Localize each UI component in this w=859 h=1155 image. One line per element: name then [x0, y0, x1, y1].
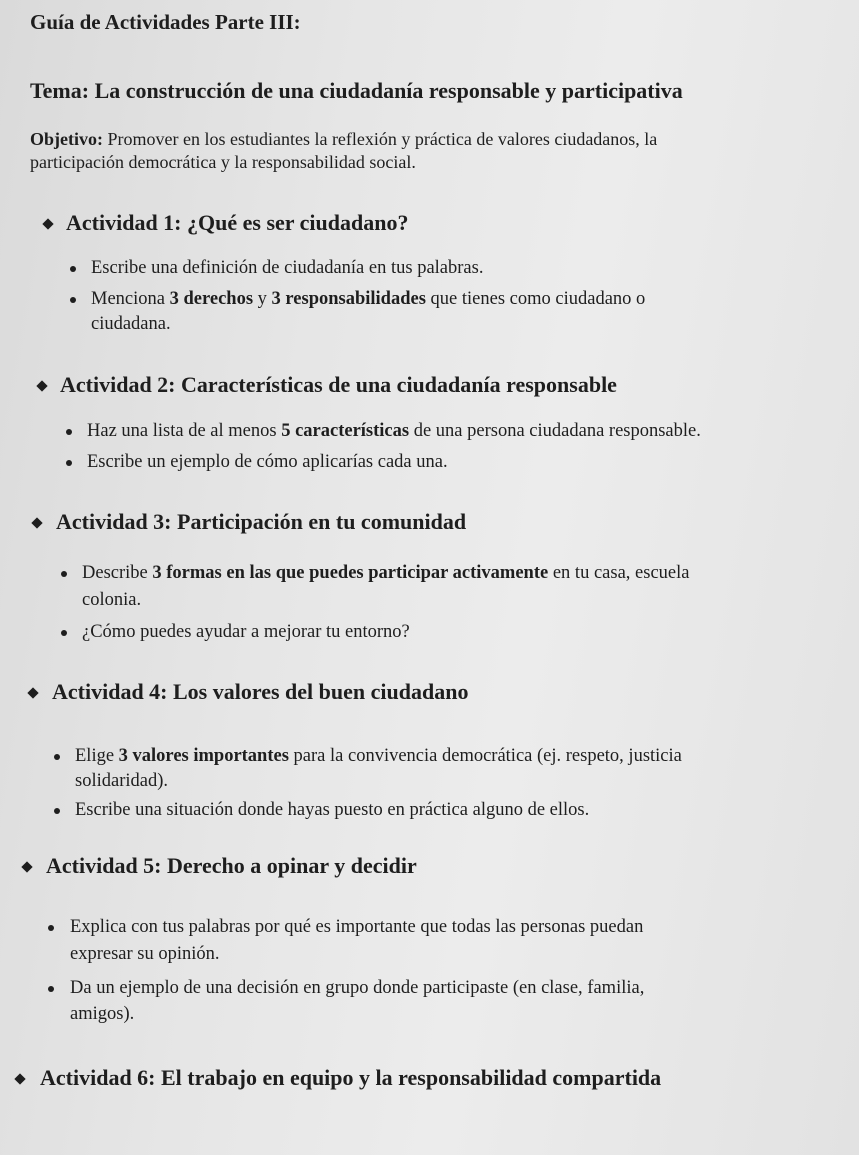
bullet-dot-icon: [66, 429, 72, 435]
item-text: expresar su opinión.: [70, 944, 220, 964]
item-text: Escribe una situación donde hayas puesto en práctica alguno de ellos.: [75, 800, 590, 820]
topic-heading: Tema: La construcción de una ciudadanía responsable y participativa: [30, 78, 683, 103]
diamond-bullet-icon: [27, 687, 38, 698]
activity-4-item-1-line-1: [75, 744, 682, 769]
activity-5-title: Actividad 5: Derecho a opinar y decidir: [46, 853, 417, 878]
activity-4-item-1-line-2: [75, 769, 168, 794]
item-text: solidaridad).: [75, 771, 168, 791]
bullet-dot-icon: [70, 266, 76, 272]
item-text: Haz una lista de al menos: [87, 421, 282, 441]
objective-text-line-1: Promover en los estudiantes la reflexión y práctica de valores ciudadanos, la: [107, 129, 658, 149]
activity-3-title: Actividad 3: Participación en tu comunidad: [56, 509, 467, 534]
bold-text: 3 derechos: [169, 289, 254, 309]
diamond-bullet-icon: [14, 1073, 25, 1084]
activity-3-item-2-line-1: [82, 620, 410, 645]
activity-4-title: Actividad 4: Los valores del buen ciudadano: [52, 679, 469, 704]
bold-text: 3 formas en las que puedes participar activamente: [152, 563, 549, 583]
item-text: de una persona ciudadana responsable.: [409, 421, 701, 441]
item-text: Da un ejemplo de una decisión en grupo donde participaste (en clase, familia,: [70, 978, 645, 998]
objective-label: Objetivo:: [30, 129, 103, 149]
item-text: Elige: [75, 746, 119, 766]
bullet-dot-icon: [54, 754, 60, 760]
bold-text: 3 valores importantes: [118, 746, 289, 766]
item-text: para la convivencia democrática (ej. respeto, justicia: [288, 746, 682, 766]
activity-1-item-2-line-2: [91, 312, 171, 337]
activity-5-item-1-line-2: [70, 942, 220, 967]
diamond-bullet-icon: [36, 380, 47, 391]
diamond-bullet-icon: [21, 861, 32, 872]
activity-6-title: Actividad 6: El trabajo en equipo y la responsabilidad compartida: [40, 1065, 662, 1090]
item-text: Escribe una definición de ciudadanía en tus palabras.: [91, 258, 484, 278]
item-text: ciudadana.: [91, 314, 171, 334]
item-text: que tienes como ciudadano o: [425, 289, 646, 309]
activity-5-item-2-line-1: [70, 976, 644, 1001]
item-text: ¿Cómo puedes ayudar a mejorar tu entorno?: [82, 622, 410, 642]
objective-text-line-2: participación democrática y la responsabilidad social.: [30, 152, 416, 172]
activity-3-item-1-line-2: [82, 588, 141, 613]
bullet-dot-icon: [48, 925, 54, 931]
activity-2-title: Actividad 2: Características de una ciudadanía responsable: [60, 372, 617, 397]
bullet-dot-icon: [66, 460, 72, 466]
diamond-bullet-icon: [42, 218, 53, 229]
item-text: Escribe un ejemplo de cómo aplicarías cada una.: [87, 452, 448, 472]
item-text: Explica con tus palabras por qué es importante que todas las personas puedan: [70, 917, 644, 937]
item-text: amigos).: [70, 1004, 135, 1024]
activity-1-item-2-line-1: [91, 287, 645, 312]
objective-paragraph: [30, 128, 830, 174]
bullet-dot-icon: [61, 630, 67, 636]
activity-5-item-1-line-1: [70, 915, 643, 940]
bold-text: 3 responsabilidades: [271, 289, 426, 309]
bullet-dot-icon: [61, 571, 67, 577]
bullet-dot-icon: [70, 297, 76, 303]
activity-2-item-1-line-1: [87, 419, 701, 444]
item-text: Describe: [82, 563, 153, 583]
activity-5-item-2-line-2: [70, 1002, 134, 1027]
item-text: colonia.: [82, 590, 142, 610]
activity-2-item-2-line-1: [87, 450, 448, 475]
item-text: en tu casa, escuela: [548, 563, 690, 583]
diamond-bullet-icon: [31, 517, 42, 528]
activity-1-title: Actividad 1: ¿Qué es ser ciudadano?: [66, 210, 409, 235]
bullet-dot-icon: [54, 808, 60, 814]
activity-3-item-1-line-1: [82, 561, 689, 586]
bold-text: 5 características: [281, 421, 410, 441]
activity-1-item-1-line-1: [91, 256, 483, 281]
document-title: Guía de Actividades Parte III:: [30, 10, 301, 34]
item-text: Menciona: [91, 289, 170, 309]
activity-4-item-2-line-1: [75, 798, 589, 823]
item-text: y: [253, 289, 272, 309]
bullet-dot-icon: [48, 986, 54, 992]
